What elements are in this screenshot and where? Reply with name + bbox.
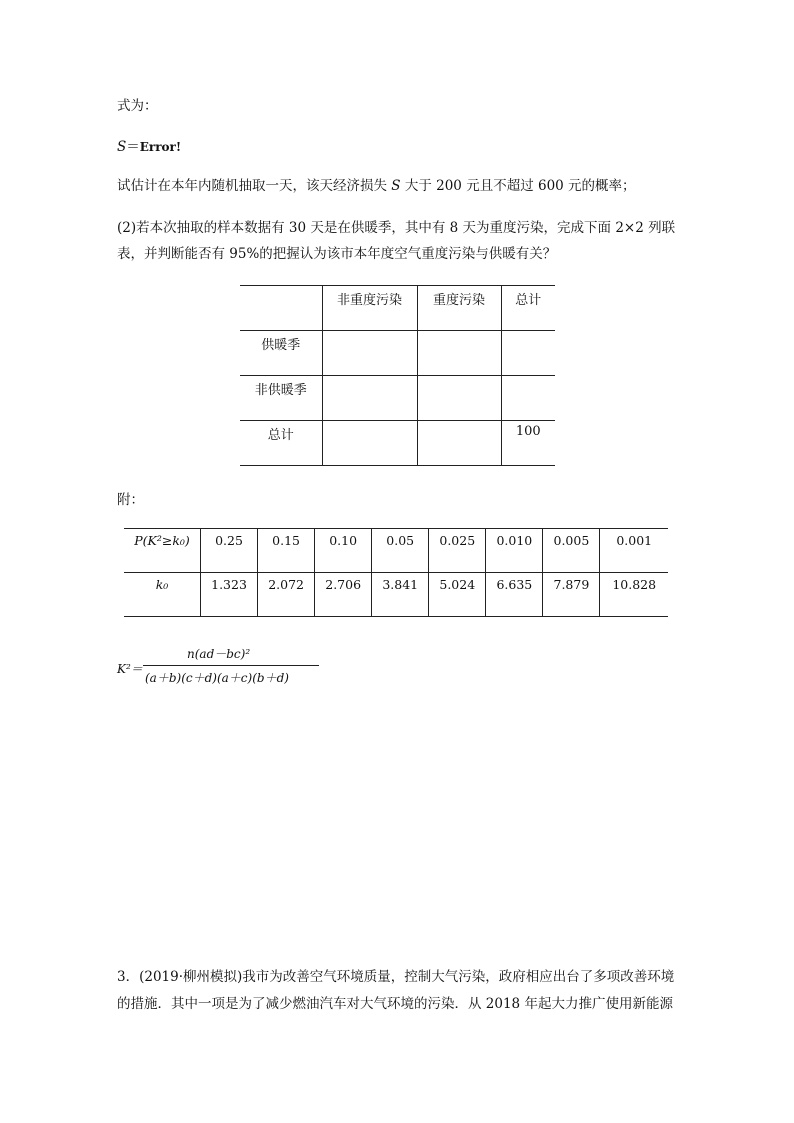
table-cell — [417, 331, 501, 376]
table-cell: 6.635 — [486, 573, 543, 617]
critical-value-table — [124, 528, 668, 617]
table-cell: 2.072 — [258, 573, 315, 617]
table-cell — [322, 421, 417, 466]
table-row-p — [124, 529, 668, 573]
text-line-5: 表，并判断能否有 95%的把握认为该市本年度空气重度污染与供暖有关？ — [117, 246, 557, 262]
header-cell: 重度污染 — [417, 286, 501, 331]
table-cell: 0.15 — [258, 529, 315, 573]
table-cell — [417, 376, 501, 421]
variable-s-2: S — [391, 178, 401, 194]
table-cell: 7.879 — [543, 573, 600, 617]
table-cell: 0.25 — [201, 529, 258, 573]
text-line-1: 式为： — [117, 98, 158, 114]
table-cell: 0.001 — [600, 529, 668, 573]
table-row-k — [124, 573, 668, 617]
row-label: 非供暖季 — [240, 376, 322, 421]
table-cell: 0.010 — [486, 529, 543, 573]
formula-lhs: K²＝ — [117, 662, 143, 676]
table-cell: 2.706 — [315, 573, 372, 617]
question-3-line-2: 的措施．其中一项是为了减少燃油汽车对大气环境的污染．从 2018 年起大力推广使用新能源 — [117, 996, 673, 1012]
table-cell: 1.323 — [201, 573, 258, 617]
formula-numerator: n(ad－bc)² — [187, 647, 251, 661]
formula-denominator: (a＋b)(c＋d)(a＋c)(b＋d) — [145, 671, 289, 685]
text-line-4: (2)若本次抽取的样本数据有 30 天是在供暖季，其中有 8 天为重度污染，完成下面 2×2 列联 — [117, 220, 676, 236]
text-line-3b: 大于 200 元且不超过 600 元的概率； — [400, 178, 636, 194]
table-cell: 10.828 — [600, 573, 668, 617]
error-text: Error! — [139, 140, 182, 154]
table-cell — [417, 421, 501, 466]
table-cell — [501, 376, 555, 421]
text-line-3 — [117, 176, 636, 196]
table-cell: 0.05 — [372, 529, 429, 573]
table-cell: 100 — [501, 421, 555, 466]
header-cell: 非重度污染 — [322, 286, 417, 331]
table-row — [240, 376, 555, 421]
table-row — [240, 331, 555, 376]
table-cell: 0.10 — [315, 529, 372, 573]
appendix-label: 附： — [117, 492, 144, 508]
contingency-table — [240, 285, 555, 466]
row-label: 总计 — [240, 421, 322, 466]
table-cell: 3.841 — [372, 573, 429, 617]
table-header-row — [240, 286, 555, 331]
table-cell — [322, 376, 417, 421]
fraction-bar — [143, 665, 319, 666]
header-cell — [240, 286, 322, 331]
row-label: 供暖季 — [240, 331, 322, 376]
equals-sign: ＝ — [126, 139, 140, 155]
text-line-2 — [117, 137, 181, 157]
question-3-line-1: 3．(2019·柳州模拟)我市为改善空气环境质量，控制大气污染，政府相应出台了多项改善环境 — [117, 969, 675, 985]
text-line-3a: 试估计在本年内随机抽取一天，该天经济损失 — [117, 178, 392, 194]
table-row — [240, 421, 555, 466]
table-cell: 0.005 — [543, 529, 600, 573]
table-cell — [501, 331, 555, 376]
row-label: P(K²≥k₀) — [124, 529, 201, 573]
variable-s: S — [117, 139, 127, 155]
table-cell: 0.025 — [429, 529, 486, 573]
table-cell: 5.024 — [429, 573, 486, 617]
row-label: k₀ — [124, 573, 201, 617]
header-cell: 总计 — [501, 286, 555, 331]
table-cell — [322, 331, 417, 376]
